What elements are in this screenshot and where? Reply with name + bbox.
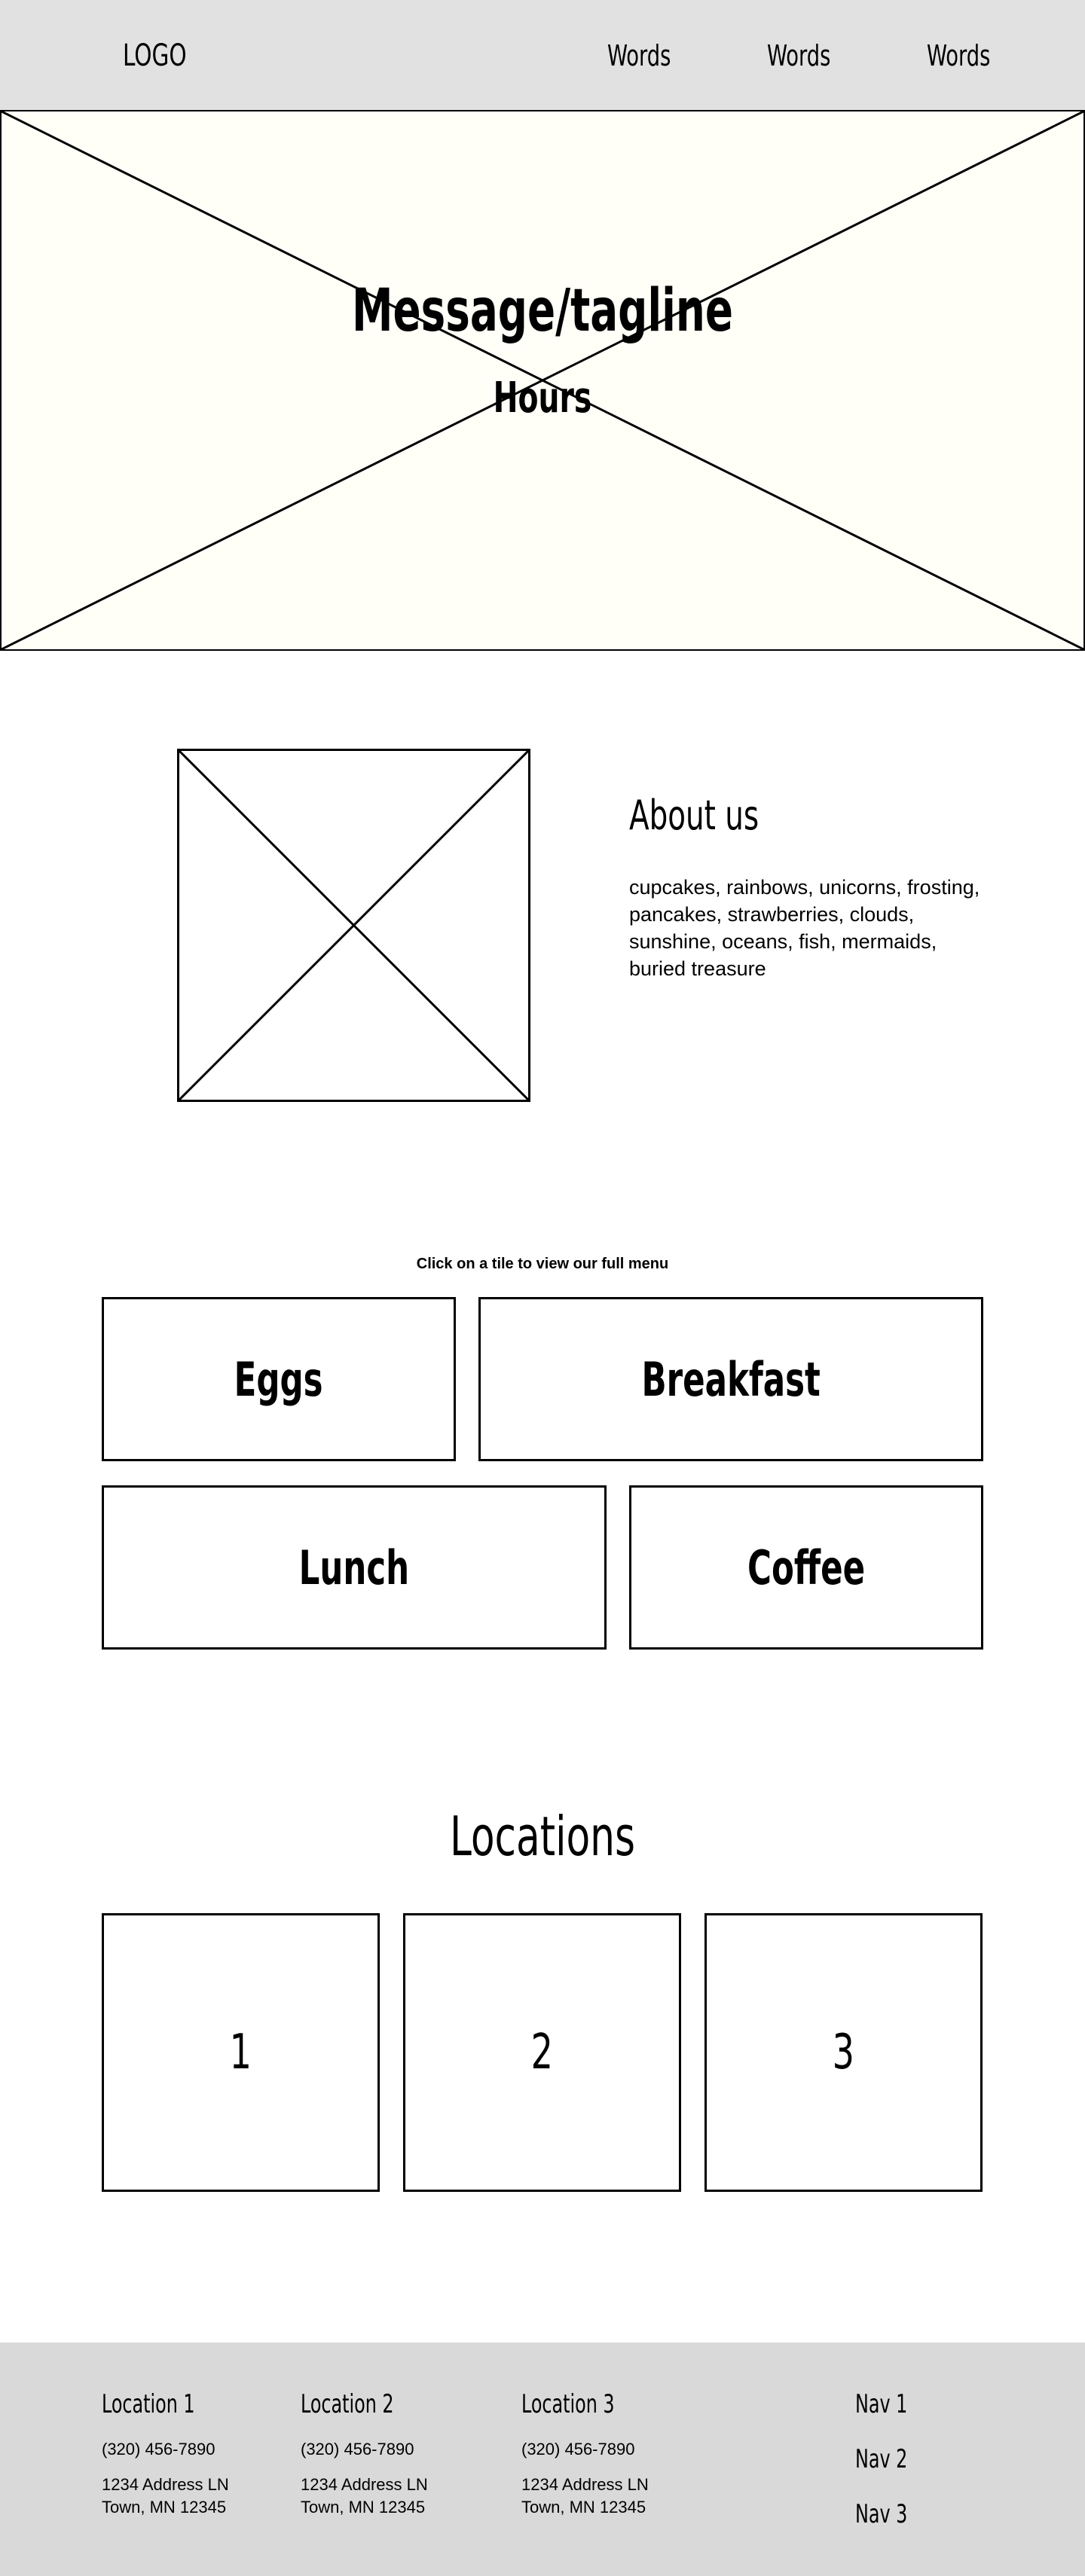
footer-location-address — [102, 2474, 229, 2519]
menu-tile-label: Eggs — [234, 1351, 323, 1407]
address-line-1: 1234 Address LN — [301, 2475, 428, 2494]
menu-tile-lunch[interactable] — [102, 1485, 607, 1650]
address-line-1: 1234 Address LN — [102, 2475, 229, 2494]
footer-location-name: Location 2 — [301, 2389, 394, 2419]
hero-tagline: Message/tagline — [352, 277, 733, 345]
hero-banner — [0, 110, 1085, 651]
footer-location-name: Location 3 — [521, 2389, 615, 2419]
about-title: About us — [629, 792, 760, 839]
footer-location-address — [521, 2474, 649, 2519]
menu-tile-label: Coffee — [747, 1540, 866, 1595]
menu-tile-breakfast[interactable] — [478, 1297, 983, 1461]
footer-location-1 — [102, 2388, 229, 2519]
menu-tile-coffee[interactable] — [629, 1485, 983, 1650]
nav-link-3[interactable]: Words — [927, 39, 991, 72]
location-card-number: 1 — [229, 2025, 252, 2080]
footer-location-phone[interactable]: (320) 456-7890 — [521, 2440, 635, 2458]
address-line-2: Town, MN 12345 — [102, 2498, 227, 2516]
nav-link-1[interactable]: Words — [607, 39, 671, 72]
footer-location-address — [301, 2474, 428, 2519]
location-card-1[interactable] — [102, 1913, 380, 2192]
site-header — [0, 0, 1085, 110]
menu-hint: Click on a tile to view our full menu — [416, 1256, 669, 1272]
footer-nav-2[interactable]: Nav 2 — [855, 2444, 908, 2474]
location-card-number: 2 — [530, 2025, 554, 2080]
footer-nav-1[interactable]: Nav 1 — [855, 2389, 908, 2419]
footer-location-2 — [301, 2388, 428, 2519]
location-card-number: 3 — [832, 2025, 855, 2080]
menu-tile-label: Lunch — [298, 1540, 410, 1595]
logo[interactable]: LOGO — [123, 38, 187, 73]
site-footer — [0, 2343, 1085, 2576]
footer-location-name: Location 1 — [102, 2389, 195, 2419]
footer-location-phone[interactable]: (320) 456-7890 — [102, 2440, 215, 2458]
footer-nav-3[interactable]: Nav 3 — [855, 2499, 908, 2529]
footer-location-phone[interactable]: (320) 456-7890 — [301, 2440, 414, 2458]
address-line-2: Town, MN 12345 — [301, 2498, 426, 2516]
about-text: cupcakes, rainbows, unicorns, frosting, pancakes, strawberries, clouds, sunshine, oceans, fish, mermaids, buried treasure — [629, 876, 980, 980]
hero-hours: Hours — [493, 374, 592, 423]
image-placeholder-icon — [179, 751, 528, 1100]
locations-title: Locations — [449, 1805, 636, 1868]
address-line-2: Town, MN 12345 — [521, 2498, 646, 2516]
footer-location-3 — [521, 2388, 649, 2519]
menu-tile-label: Breakfast — [641, 1351, 821, 1407]
about-placeholder-image — [177, 749, 530, 1102]
location-card-3[interactable] — [704, 1913, 983, 2192]
address-line-1: 1234 Address LN — [521, 2475, 649, 2494]
location-card-2[interactable] — [403, 1913, 681, 2192]
menu-tile-eggs[interactable] — [102, 1297, 456, 1461]
nav-link-2[interactable]: Words — [767, 39, 831, 72]
